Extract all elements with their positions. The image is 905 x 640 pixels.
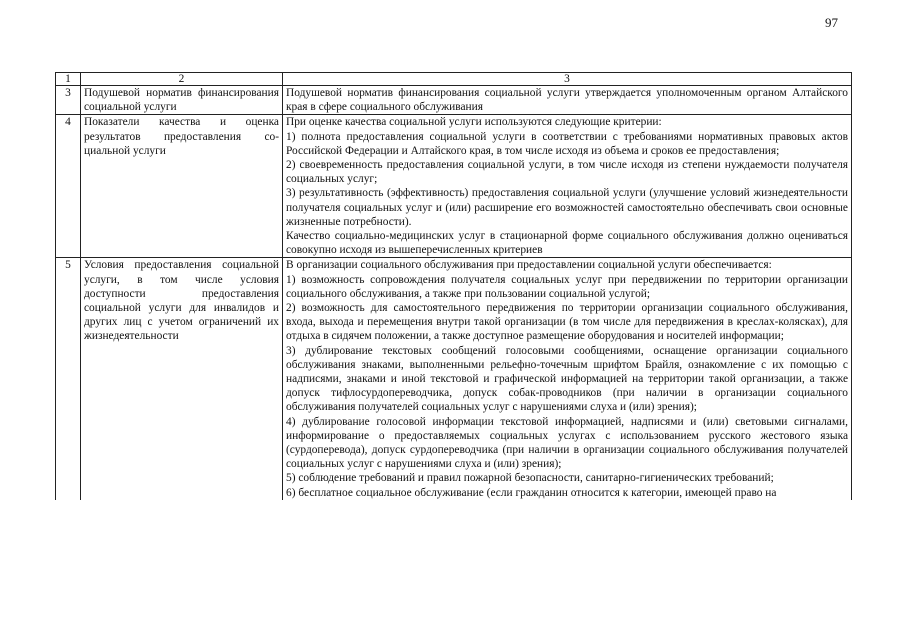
row-number: 4 xyxy=(56,115,81,258)
content-paragraph: 1) возможность сопровождения получателя социальных услуг при передвижении по территории организации социального обслуживания, а также при пользовании социальной услугой; xyxy=(286,273,848,300)
page-number: 97 xyxy=(825,15,838,30)
row-title: Показатели качества и оценка результатов предоставления социальной услуги xyxy=(81,115,283,258)
content-paragraph: При оценке качества социальной услуги используются следующие критерии: xyxy=(286,116,662,129)
table-row xyxy=(56,115,852,258)
column-number-3: 3 xyxy=(283,73,852,86)
content-paragraph: 5) соблюдение требований и правил пожарной безопасности, санитарно-гигиенических требований; xyxy=(286,472,774,485)
column-number-row xyxy=(56,73,852,86)
row-content xyxy=(283,258,852,500)
row-content xyxy=(283,115,852,258)
content-paragraph: 2) своевременность предоставления социальной услуги, в том числе исходя из степени нуждаемости получателя социальных услуг; xyxy=(286,159,848,186)
row-title: Подушевой норматив финансирования социальной услуги xyxy=(81,86,283,115)
content-paragraph: Подушевой норматив финансирования социальной услуги утверждается уполномоченным органом Алтайского края в сфере социального обслуживания xyxy=(286,87,848,114)
content-paragraph: 2) возможность для самостоятельного передвижения по территории организации социального обслуживания, входа, выхода и перемещения внутри такой организации (в том числе для передвижения в креслах-колясках), для отдыха в сидячем положении, а также доступное размещение оборудования и носителей информации; xyxy=(286,302,848,343)
row-title: Условия предоставления социальной услуги, в том числе условия доступности предоставления социальной услуги для инвалидов и других лиц с учетом ограничений их жизнедеятельности xyxy=(81,258,283,500)
column-number-1: 1 xyxy=(56,73,81,86)
column-number-2: 2 xyxy=(81,73,283,86)
row-content xyxy=(283,86,852,115)
content-paragraph: 3) дублирование текстовых сообщений голосовыми сообщениями, оснащение организации социального обслуживания знаками, выполненными рельефно-точечным шрифтом Брайля, ознакомление с их помощью с надписями, знаками и иной текстовой и графической информацией на территории такой организации, а также допуск тифлосурдопереводчика, допуск собак-проводников (при наличии в организации социального обслуживания получателей социальных услуг с нарушениями слуха и (или) зрения); xyxy=(286,344,848,414)
content-paragraph: 1) полнота предоставления социальной услуги в соответствии с требованиями нормативных правовых актов Российской Федерации и Алтайского края, в том числе исходя из объема и сроков ее предоставления; xyxy=(286,130,848,157)
row-number: 5 xyxy=(56,258,81,500)
content-paragraph: 3) результативность (эффективность) предоставления социальной услуги (улучшение условий жизнедеятельности получателя социальных услуг и (или) расширение его возможностей самостоятельно обеспечивать свои основные жизненные потребности). xyxy=(286,187,848,228)
content-paragraph: 6) бесплатное социальное обслуживание (если гражданин относится к категории, имеющей право на xyxy=(286,486,777,499)
table-row xyxy=(56,258,852,500)
content-paragraph: В организации социального обслуживания при предоставлении социальной услуги обеспечивается: xyxy=(286,259,772,272)
content-paragraph: Качество социально-медицинских услуг в стационарной форме социального обслуживания должно оцениваться совокупно исходя из вышеперечисленных критериев xyxy=(286,230,848,257)
standard-table xyxy=(55,72,852,500)
content-paragraph: 4) дублирование голосовой информации текстовой информацией, надписями и (или) световыми сигналами, информирование о предоставляемых социальных услугах с использованием русского жестового языка (сурдоперевода), допуск сурдопереводчика (при наличии в организации социального обслуживания получателей социальных услуг с нарушениями слуха и (или) зрения); xyxy=(286,415,848,471)
table-row xyxy=(56,86,852,115)
row-number: 3 xyxy=(56,86,81,115)
